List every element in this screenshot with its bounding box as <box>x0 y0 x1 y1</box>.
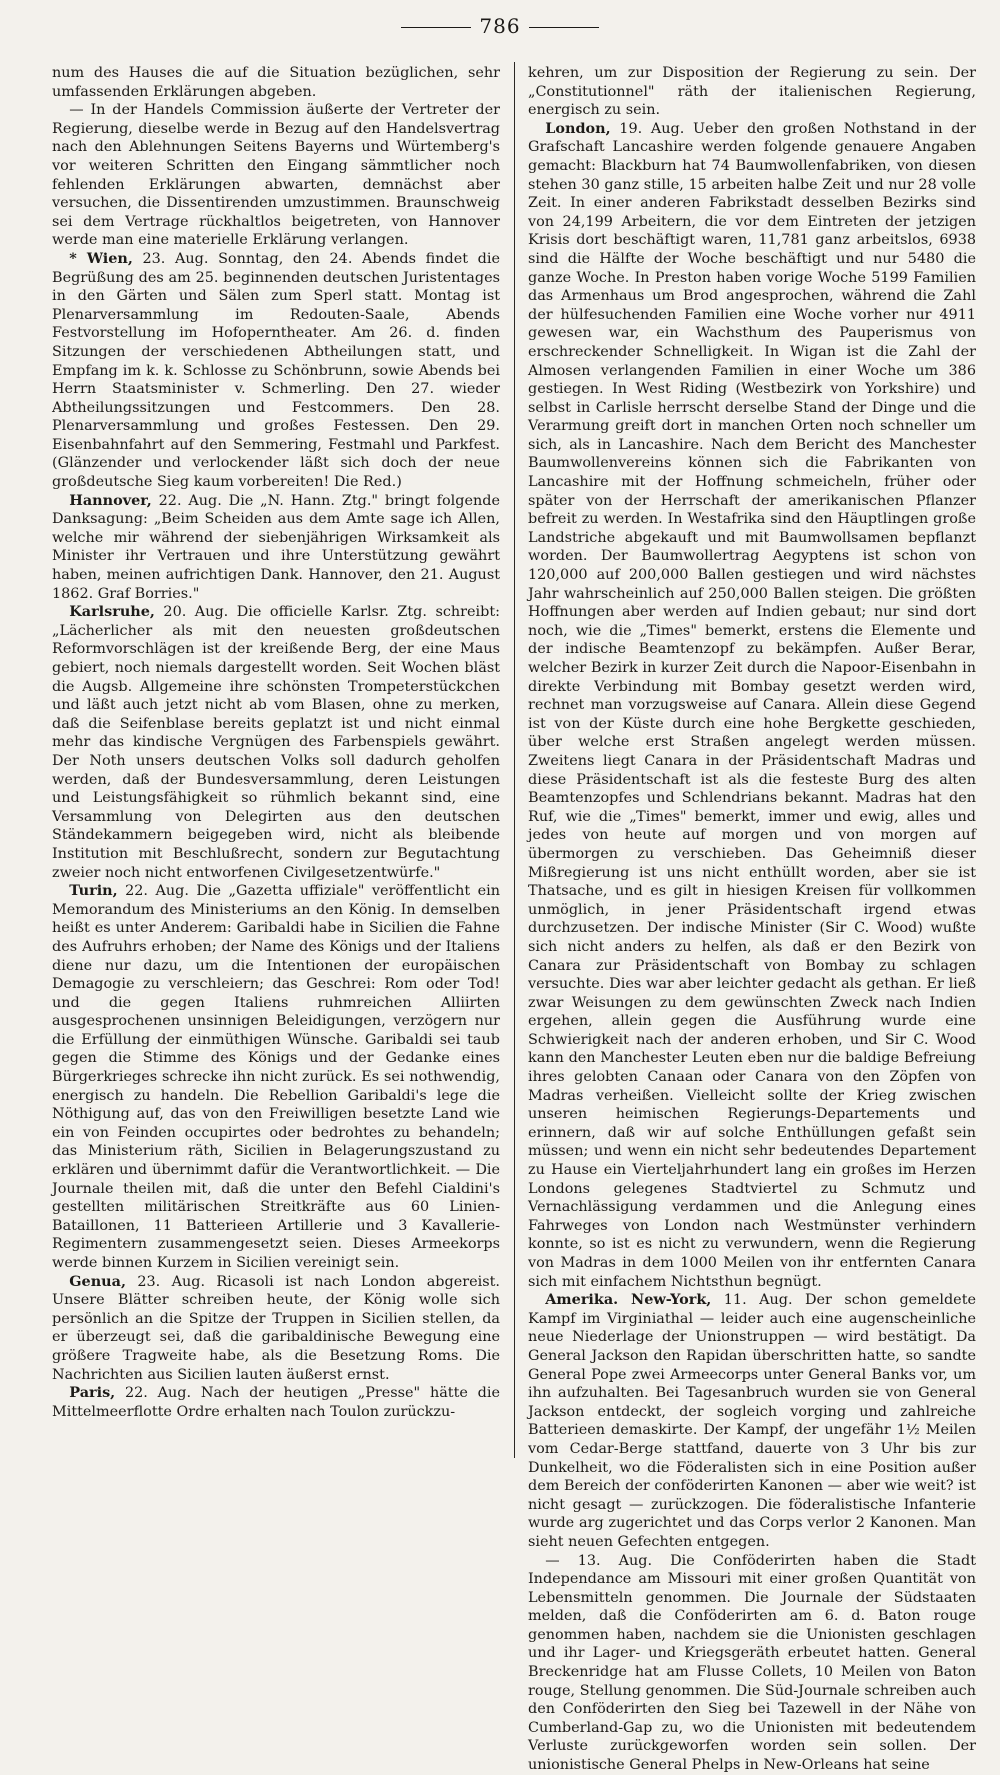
left-column <box>52 64 500 1458</box>
paragraph-text: 22. Aug. Nach der heutigen „Presse" hätte die Mittelmeerflotte Ordre erhalten nach Toulon zurückzu- <box>52 1385 500 1420</box>
paragraph-text: 22. Aug. Die „Gazetta uffiziale" veröffentlicht ein Memorandum des Ministeriums an den König. In demselben heißt es unter Anderem: Garibaldi habe in Sicilien die Fahne des Aufruhrs erhoben; der Name des Königs und der Italiens diene nur dazu, um die Intentionen der europäischen Demagogie zu verschleiern; das Geschrei: Rom oder Tod! und die gegen Italiens ruhmreichen Alliirten ausgesprochenen unsinnigen Beleidigungen, verzögern nur die Erfüllung der einmüthigen Wünsche. Garibaldi sei taub gegen die Stimme des Königs und der Gedanke eines Bürgerkrieges schrecke ihn nicht zurück. Es sei nothwendig, energisch zu handeln. Die Rebellion Garibaldi's lege die Nöthigung auf, das von den Freiwilligen besetzte Land wie ein von Feinden occupirtes oder bedrohtes zu behandeln; das Ministerium räth, Sicilien in Belagerungszustand zu erklären und übernimmt dafür die Verantwortlichkeit. — Die Journale theilen mit, daß die unter den Befehl Cialdini's gestellten militärischen Streitkräfte aus 60 Linien-Bataillonen, 11 Batterieen Artillerie und 3 Kavallerie-Regimentern zusammengesetzt seien. Dieses Armeekorps werde binnen Kurzem in Sicilien vereinigt sein. <box>52 883 500 1271</box>
article-paragraph <box>52 64 500 101</box>
dateline: * Wien, <box>69 249 133 267</box>
paragraph-text: — In der Handels Commission äußerte der Vertreter der Regierung, dieselbe werde in Bezug auf den Handelsvertrag nach den Ablehnungen Seitens Bayerns und Würtemberg's vor weiteren Schritten den Eingang sämmtlicher noch fehlenden Erklärungen abwarten, demnächst aber versuchen, die Dissentirenden umzustimmen. Braunschweig sei dem Vertrage rückhaltlos beigetreten, von Hannover werde man eine materielle Erklärung verlangen. <box>52 102 500 249</box>
paragraph-text: 19. Aug. Ueber den großen Nothstand in der Grafschaft Lancashire werden folgende genauere Angaben gemacht: Blackburn hat 74 Baumwollenfabriken, von diesen stehen 30 ganz stille, 15 arbeiten halbe Zeit und nur 28 volle Zeit. In einer anderen Fabrikstadt desselben Bezirks sind von 24,199 Arbeitern, die vor dem Eintreten der jetzigen Krisis dort beschäftigt waren, 11,781 ganz arbeitslos, 6938 sind die Hälfte der Woche beschäftigt und nur 5480 die ganze Woche. In Preston haben vorige Woche 5199 Familien das Armenhaus um Brod angesprochen, während die Zahl der hülfesuchenden Familien eine Woche vorher nur 4911 gewesen war, ein Wachsthum des Pauperismus von erschreckender Schnelligkeit. In Wigan ist die Zahl der Almosen verlangenden Familien in einer Woche um 386 gestiegen. In West Riding (Westbezirk von Yorkshire) und selbst in Carlisle herrscht derselbe Stand der Dinge und die Verarmung greift dort in manchen Orten noch schneller um sich, als in Lancashire. Nach dem Bericht des Manchester Baumwollenvereins können sich die Fabrikanten von Lancashire mit der Hoffnung schmeicheln, früher oder später von der Herrschaft der amerikanischen Pflanzer befreit zu werden. In Westafrika sind den Häuptlingen große Landstriche abgekauft und mit Baumwollsamen bepflanzt worden. Der Baumwollertrag Aegyptens ist schon von 120,000 auf 200,000 Ballen gestiegen und wird nächstes Jahr wahrscheinlich auf 250,000 Ballen steigen. Die größten Hoffnungen aber werden auf Indien gebaut; nur sind dort noch, wie die „Times" bemerkt, erstens die Elemente und der indische Beamtenzopf zu bekämpfen. Außer Berar, welcher Bezirk in kurzer Zeit durch die Napoor-Eisenbahn in direkte Verbindung mit Bombay gesetzt werden wird, rechnet man vorzugsweise auf Canara. Allein diese Gegend ist von der Küste durch eine hohe Bergkette geschieden, über welche erst Straßen angelegt werden müssen. Zweitens liegt Canara in der Präsidentschaft Madras und diese Präsidentschaft ist als die festeste Burg des alten Beamtenzopfes und Schlendrians bekannt. Madras hat den Ruf, wie die „Times" bemerkt, immer und ewig, alles und jedes von heute auf morgen und von morgen auf übermorgen zu verschieben. Das Geheimniß dieser Mißregierung ist uns nicht enthüllt worden, aber sie ist Thatsache, und es gilt in hiesigen Kreisen für vollkommen unmöglich, in jener Präsidentschaft irgend etwas durchzusetzen. Der indische Minister (Sir C. Wood) wußte sich nicht anders zu helfen, als daß er den Bezirk von Canara zur Präsidentschaft von Bombay zu schlagen versuchte. Dies war aber leichter gedacht als gethan. Er ließ zwar Weisungen zu dem gewünschten Zweck nach Indien ergehen, allein gegen die Ausführung wurde eine Schwierigkeit nach der anderen erhoben, und Sir C. Wood kann den Manchester Leuten eben nur die baldige Befreiung ihres gelobten Canaan oder Canara von den Zöpfen von Madras verheißen. Vielleicht sollte der Krieg zwischen unseren heimischen Regierungs-Departements und erinnern, daß wir auf solche Enthüllungen gefaßt sein müssen; und wenn ein nicht sehr bedeutendes Departement zu Hause ein Vierteljahrhundert lang ein großes im Herzen Londons gelegenes Stadtviertel zu Schmutz und Vernachlässigung verdammen und die Anlegung eines Fahrweges von London nach Westmünster verhindern konnte, so ist es nicht zu verwundern, wenn die Regierung von Madras in dem 1000 Meilen von ihr entfernten Canara sich mit einfachem Nichtsthun begnügt. <box>528 120 976 1290</box>
dateline: Hannover, <box>69 491 152 509</box>
article-paragraph <box>52 250 500 492</box>
dateline: Amerika. New-York, <box>545 1291 712 1309</box>
paragraph-text: — 13. Aug. Die Conföderirten haben die Stadt Independance am Missouri mit einer großen Quantität von Lebensmitteln genommen. Die Journale der Südstaaten melden, daß die Conföderirten am 6. d. Baton rouge genommen haben, nachdem sie die Unionisten geschlagen und ihr Lager- und Kriegsgeräth erbeutet hatten. General Breckenridge hat am Flusse Collets, 10 Meilen von Baton rouge, Stellung genommen. Die Süd-Journale schreiben auch den Conföderirten den Sieg bei Tazewell in der Nähe von Cumberland-Gap zu, wo die Unionisten mit bedeutendem Verluste zurückgeworfen worden sein sollen. Der unionistische General Phelps in New-Orleans hat seine <box>528 1552 976 1774</box>
dateline: Genua, <box>69 1272 126 1290</box>
column-divider <box>514 62 515 1458</box>
dateline: Karlsruhe, <box>69 603 155 621</box>
article-paragraph <box>52 1384 500 1421</box>
paragraph-text: 22. Aug. Die „N. Hann. Ztg." bringt folgende Danksagung: „Beim Scheiden aus dem Amte sage ich Allen, welche mir während der siebenjährigen Wirksamkeit als Minister ihr Vertrauen und ihre Unterstützung gewährt haben, meinen aufrichtigen Dank. Hannover, den 21. August 1862. Graf Borries." <box>52 492 500 602</box>
paragraph-text: 23. Aug. Sonntag, den 24. Abends findet die Begrüßung des am 25. beginnenden deutschen Juristentages in den Gärten und Sälen zum Sperl statt. Montag ist Plenarversammlung im Redouten-Saale, Abends Festvorstellung im Hofoperntheater. Am 26. d. finden Sitzungen der verschiedenen Abtheilungen statt, und Empfang im k. k. Schlosse zu Schönbrunn, sowie Abends bei Herrn Staatsminister v. Schmerling. Den 27. wieder Abtheilungssitzungen und Festcommers. Den 28. Plenarversammlung und großes Festessen. Den 29. Eisenbahnfahrt auf den Semmering, Festmahl und Parkfest. (Glänzender und verlockender läßt sich doch der neue großdeutsche Sieg kaum vorbereiten! Die Red.) <box>52 250 500 491</box>
dateline: London, <box>545 119 611 137</box>
paragraph-text: 20. Aug. Die officielle Karlsr. Ztg. schreibt: „Lächerlicher als mit den neuesten großdeutschen Reformvorschlägen ist der kreißende Berg, der eine Maus gebiert, noch niemals dargestellt worden. Seit Wochen bläst die Augsb. Allgemeine ihre schönsten Trompeterstückchen und läßt auch jetzt nicht ab vom Blasen, ohne zu merken, daß die Seifenblase bereits geplatzt ist und nicht einmal mehr das kindische Vergnügen des Farbenspiels gewährt. Der Noth unsers deutschen Volks soll dadurch geholfen werden, daß der Bundesversammlung, deren Leistungen und Leistungsfähigkeit so rühmlich bekannt sind, eine Versammlung von Delegirten aus den deutschen Ständekammern beigegeben wird, nicht als bleibende Institution mit Beschlußrecht, sondern zur Begutachtung zweier noch nicht entworfenen Civilgesetzentwürfe." <box>52 604 500 881</box>
dateline: Paris, <box>69 1384 116 1402</box>
paragraph-text: 11. Aug. Der schon gemeldete Kampf im Virginiathal — leider auch eine augenscheinliche neue Niederlage der Unionstruppen — wird bestätigt. Da General Jackson den Rapidan überschritten hatte, so sandte General Pope zwei Armeecorps unter General Banks vor, um ihn aufzuhalten. Bei Tagesanbruch wurden sie von General Jackson entdeckt, der sogleich vorging und zahlreiche Batterieen demaskirte. Der Kampf, der ungefähr 1½ Meilen vom Cedar-Berge stattfand, dauerte von 3 Uhr bis zur Dunkelheit, wo die Föderalisten sich in eine Position außer dem Bereich der conföderirten Kanonen — aber wie weit? ist nicht gesagt — zurückzogen. Die föderalistische Infanterie wurde arg zugerichtet und das Corps verlor 2 Kanonen. Man sieht neuen Gefechten entgegen. <box>528 1292 976 1550</box>
right-column <box>528 64 976 1774</box>
article-paragraph <box>52 101 500 250</box>
article-paragraph <box>528 1291 976 1551</box>
page-number: 786 <box>0 14 1000 38</box>
paragraph-text: 23. Aug. Ricasoli ist nach London abgereist. Unsere Blätter schreiben heute, der König wolle sich persönlich an die Spitze der Truppen in Sicilien stellen, da er überzeugt sei, daß die garibaldinische Bewegung eine größere Tragweite habe, als die Besetzung Roms. Die Nachrichten aus Sicilien lauten äußerst ernst. <box>52 1273 500 1383</box>
paragraph-text: num des Hauses die auf die Situation bezüglichen, sehr umfassenden Erklärungen abgeben. <box>52 65 500 100</box>
paragraph-text: kehren, um zur Disposition der Regierung zu sein. Der „Constitutionnel" räth der italienischen Regierung, energisch zu sein. <box>528 65 976 119</box>
article-paragraph <box>52 492 500 604</box>
article-paragraph <box>528 1552 976 1775</box>
article-paragraph <box>528 120 976 1291</box>
article-paragraph <box>52 603 500 882</box>
dateline: Turin, <box>69 882 118 900</box>
article-paragraph <box>52 1273 500 1385</box>
article-paragraph <box>528 64 976 120</box>
article-paragraph <box>52 882 500 1272</box>
